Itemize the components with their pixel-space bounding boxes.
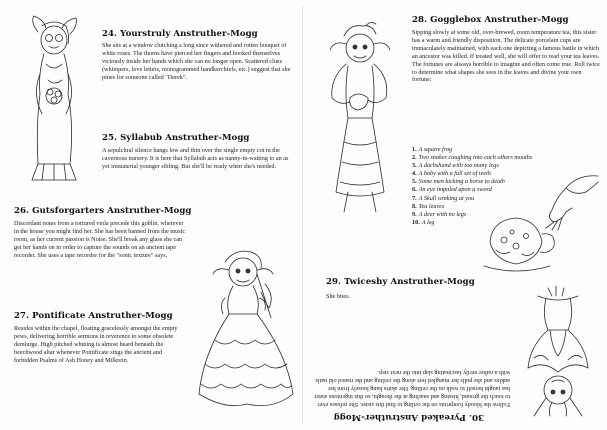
heading-30: 30. Pyreaked Anstruther-Mogg — [333, 412, 484, 422]
text-30: Follow the bloody footprints on the ceiling to find this sister. She refuses ever to touch the ground, hissing and snarling at the thought, so this ingenious sister has taught herself to walk on the ceiling. Her skirts hang loosely from her ankles and she pulls her mangled feet along the ceiling and the rusted old nails with a rather eerily fascinating slap into the next step. — [314, 369, 510, 408]
heading-29: 29. Twiceshy Anstruther-Mogg — [326, 277, 475, 287]
illustration-teacup-hand — [482, 168, 600, 278]
text-24: She sits at a window clutching a long since withered and rotten bouquet of white roses. The thorns have pierced her fingers and hooked themselves viciously inside her hands which she can no longer open. Scattered clues (whimpers, love letters, monogrammed handkerchiefs, etc.) suggest that she pines for someone called "Derek". — [102, 42, 291, 81]
illustration-gutsforgarters — [195, 244, 297, 416]
fortune-item: 8. Tea leaves — [412, 202, 445, 210]
page-gutter — [302, 6, 303, 424]
heading-28: 28. Gogglebox Anstruther-Mogg — [412, 15, 569, 25]
text-25: A sepulchral silence hangs low and thin over the single empty cot in the cavernous nursery. It is here that Syllabub acts as nanny-in-waiting to an as yet immaterial younger sibling. But she'll be ready when she's needed. — [102, 147, 289, 170]
heading-24: 24. Yourstruly Anstruther-Mogg — [102, 29, 258, 39]
fortune-item: 7. A Skull winking at you — [412, 194, 475, 202]
text-29: She bites. — [326, 293, 351, 300]
fortune-item: 9. A deer with no legs — [412, 210, 467, 218]
heading-26: 26. Gutsforgarters Anstruther-Mogg — [14, 206, 192, 216]
section-30-inverted — [308, 322, 512, 422]
illustration-gogglebox — [314, 22, 400, 218]
text-26: Discordant notes from a tortured viola precede this goblin, wherever in the house you might find her. She has been banned from the music room, as her current passion is Noise. She'll break any glass she can get her hands on in order to capture the sounds on an ancient tape recorder. She uses a tape recorder for the "sonic texture" says. — [14, 220, 186, 259]
fortune-item: 4. A baby with a full set of teeth — [412, 170, 491, 178]
fortune-item: 3. A dachshund with too many legs — [412, 162, 499, 170]
fortune-item: 6. An eye impaled upon a sword — [412, 186, 492, 194]
text-28: Sipping slowly at some old, over-brewed, room temperature tea, this sister has a warm and friendly disposition. The delicate porcelain cups are immaculately maintained, with each one depicting a famous battle in which an ancestor was killed. If treated well, she will offer to read your tea leaves. The fortunes are always horrible to imagine and often come true. Roll twice to determine what shapes she sees in the leaves and divine your own fortune: — [412, 29, 600, 84]
fortune-item: 10. A leg — [412, 218, 435, 226]
fortune-item: 2. Two snakes coughing into each others mouths — [412, 154, 533, 162]
fortune-item: 5. Some men kicking a horse to death — [412, 178, 505, 186]
right-page — [304, 0, 607, 430]
heading-27: 27. Pontificate Anstruther-Mogg — [14, 311, 173, 321]
text-27: Resides within the chapel, floating gracelessly amongst the empty pews, delivering horrible sermons in reverence to some obsolete demiurge. High pitched whining is almost heard beneath the beechwood altar whenever Pontificate sings the ancient and forbidden Psalms of Ash Honey and Milkrein. — [14, 325, 178, 364]
illustration-pyreaked — [518, 286, 598, 418]
heading-25: 25. Syllabub Anstruther-Mogg — [102, 133, 250, 143]
left-page — [0, 0, 303, 430]
fortune-item: 1. A square frog — [412, 146, 453, 153]
illustration-yourstruly — [18, 14, 90, 184]
